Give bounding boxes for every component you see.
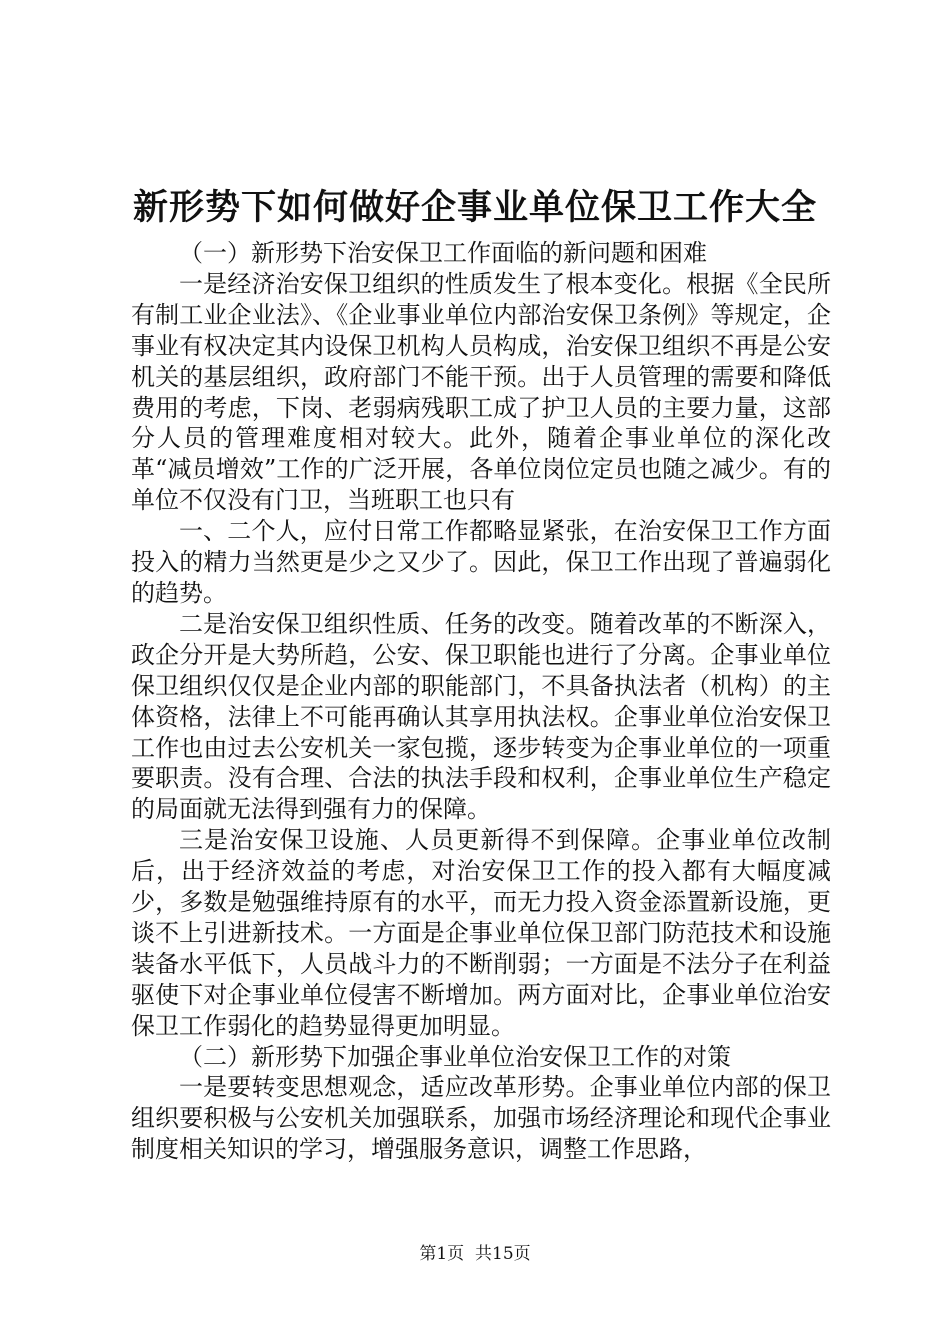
document-body (131, 238, 831, 1165)
body-paragraph: 一、二个人，应付日常工作都略显紧张，在治安保卫工作方面投入的精力当然更是少之又少了。因此，保卫工作出现了普遍弱化的趋势。 (131, 517, 831, 607)
page-number: 第1页 (419, 1244, 465, 1264)
section-heading-2: （二）新形势下加强企事业单位治安保卫工作的对策 (179, 1042, 731, 1071)
page-footer (0, 1244, 950, 1264)
footer-gap (464, 1244, 475, 1264)
page-total: 共15页 (475, 1244, 531, 1264)
body-paragraph: 一是经济治安保卫组织的性质发生了根本变化。根据《全民所有制工业企业法》、《企业事业单位内部治安保卫条例》等规定，企事业有权决定其内设保卫机构人员构成，治安保卫组织不再是公安机关的基层组织，政府部门不能干预。出于人员管理的需要和降低费用的考虑，下岗、老弱病残职工成了护卫人员的主要力量，这部分人员的管理难度相对较大。此外，随着企事业单位的深化改革“减员增效”工作的广泛开展，各单位岗位定员也随之减少。有的单位不仅没有门卫，当班职工也只有 (131, 269, 831, 515)
body-paragraph: 三是治安保卫设施、人员更新得不到保障。企事业单位改制后，出于经济效益的考虑，对治安保卫工作的投入都有大幅度减少，多数是勉强维持原有的水平，而无力投入资金添置新设施，更谈不上引进新技术。一方面是企事业单位保卫部门防范技术和设施装备水平低下，人员战斗力的不断削弱；一方面是不法分子在利益驱使下对企事业单位侵害不断增加。两方面对比，企事业单位治安保卫工作弱化的趋势显得更加明显。 (131, 826, 831, 1040)
document-title: 新形势下如何做好企事业单位保卫工作大全 (132, 187, 817, 228)
body-paragraph: 二是治安保卫组织性质、任务的改变。随着改革的不断深入，政企分开是大势所趋，公安、保卫职能也进行了分离。企事业单位保卫组织仅仅是企业内部的职能部门，不具备执法者（机构）的主体资格，法律上不可能再确认其享用执法权。企事业单位治安保卫工作也由过去公安机关一家包揽，逐步转变为企事业单位的一项重要职责。没有合理、合法的执法手段和权利，企事业单位生产稳定的局面就无法得到强有力的保障。 (131, 609, 831, 824)
body-paragraph: 一是要转变思想观念，适应改革形势。企事业单位内部的保卫组织要积极与公安机关加强联系，加强市场经济理论和现代企事业制度相关知识的学习，增强服务意识，调整工作思路， (131, 1073, 831, 1164)
section-heading-1: （一）新形势下治安保卫工作面临的新问题和困难 (179, 239, 707, 267)
